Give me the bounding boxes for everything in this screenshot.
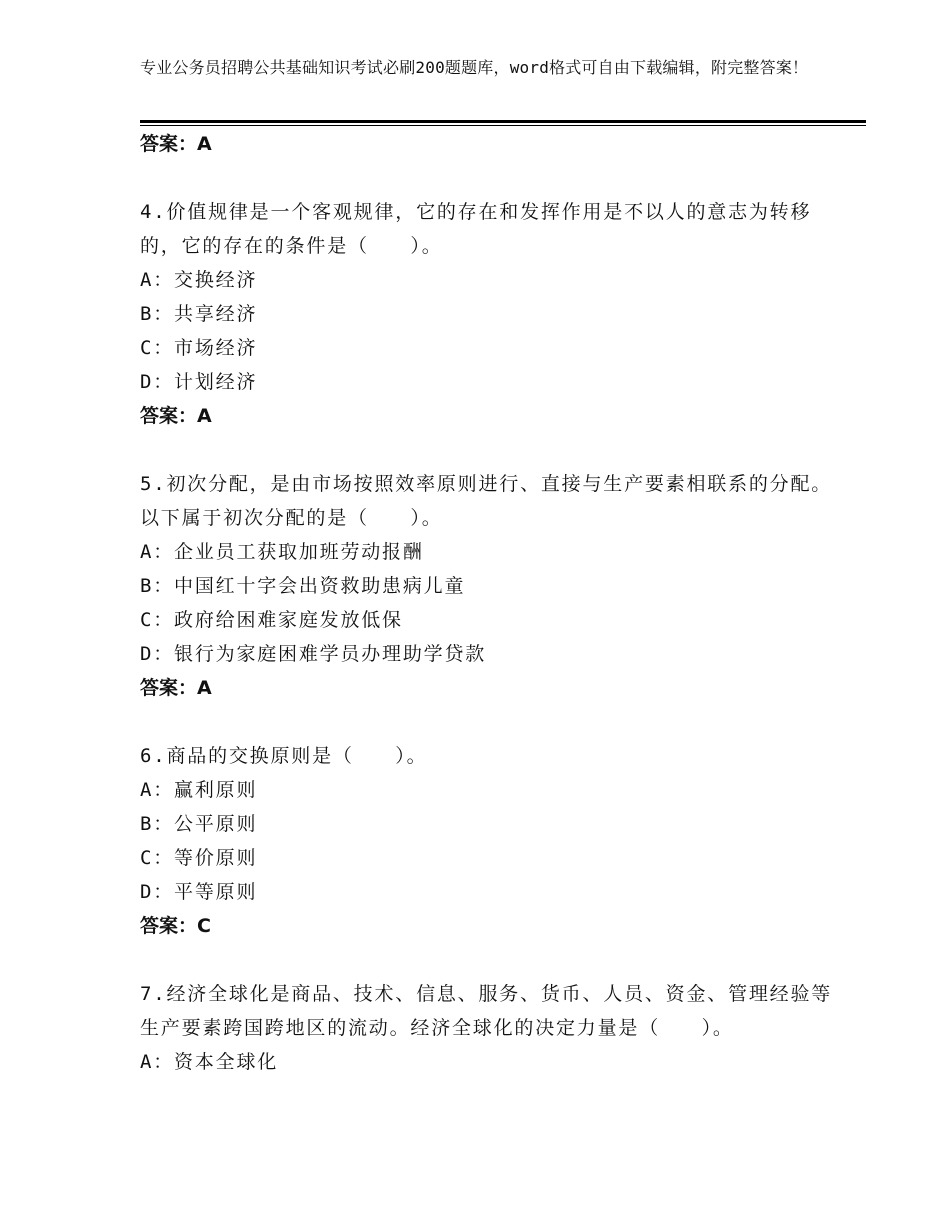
option-a: A：交换经济	[140, 269, 258, 291]
answer-line: 答案：A	[140, 405, 212, 427]
question-block	[140, 195, 840, 433]
question-text: 4.价值规律是一个客观规律，它的存在和发挥作用是不以人的意志为转移的，它的存在的条件是（ ）。	[140, 201, 812, 257]
option-b: B：中国红十字会出资救助患病儿童	[140, 575, 466, 597]
page-header: 专业公务员招聘公共基础知识考试必刷200题题库，word格式可自由下载编辑，附完整答案！	[140, 58, 809, 77]
question-block	[140, 467, 840, 705]
question-list	[140, 127, 840, 1079]
option-a: A：赢利原则	[140, 779, 258, 801]
option-b: B：共享经济	[140, 303, 258, 325]
question-text: 5.初次分配，是由市场按照效率原则进行、直接与生产要素相联系的分配。以下属于初次分配的是（ ）。	[140, 473, 833, 529]
answer-line: 答案：C	[140, 915, 211, 937]
answer-line: 答案：A	[140, 133, 212, 155]
option-d: D：银行为家庭困难学员办理助学贷款	[140, 643, 487, 665]
question-block	[140, 977, 840, 1079]
question-block	[140, 739, 840, 943]
option-a: A：企业员工获取加班劳动报酬	[140, 541, 424, 563]
header-rule-thick	[140, 120, 866, 123]
question-text: 7.经济全球化是商品、技术、信息、服务、货币、人员、资金、管理经验等生产要素跨国跨地区的流动。经济全球化的决定力量是（ ）。	[140, 983, 833, 1039]
option-a: A：资本全球化	[140, 1051, 279, 1073]
option-d: D：计划经济	[140, 371, 258, 393]
option-c: C：市场经济	[140, 337, 258, 359]
option-c: C：政府给困难家庭发放低保	[140, 609, 403, 631]
option-b: B：公平原则	[140, 813, 258, 835]
header-rule-thin	[140, 125, 866, 126]
answer-line: 答案：A	[140, 677, 212, 699]
option-c: C：等价原则	[140, 847, 258, 869]
option-d: D：平等原则	[140, 881, 258, 903]
question-text: 6.商品的交换原则是（ ）。	[140, 745, 428, 767]
